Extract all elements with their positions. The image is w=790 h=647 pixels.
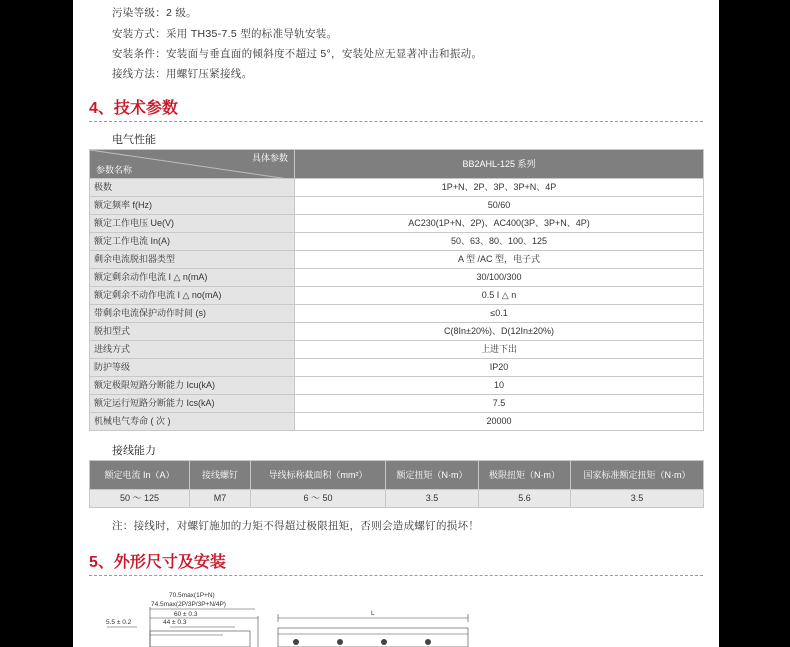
table-row xyxy=(90,413,704,431)
intro-line-install-method: 安装方式：采用 TH35-7.5 型的标准导轨安装。 xyxy=(112,28,338,40)
header-diagonal-cell xyxy=(90,150,295,179)
param-value: 0.5 I △ n xyxy=(295,287,704,305)
param-name: 带剩余电流保护动作时间 (s) xyxy=(90,305,295,323)
table-row xyxy=(90,251,704,269)
table-row xyxy=(90,215,704,233)
param-name: 机械电气寿命 ( 次 ) xyxy=(90,413,295,431)
dim-depth-multipole: 74.5max(2P/3P/3P+N/4P) xyxy=(151,601,226,608)
table-row xyxy=(90,341,704,359)
wiring-note: 注：接线时，对螺钉施加的力矩不得超过极限扭矩，否则会造成螺钉的损坏！ xyxy=(112,520,480,532)
col-rated-current: 额定电流 In（A） xyxy=(90,461,190,490)
param-name: 进线方式 xyxy=(90,341,295,359)
param-value: 50、63、80、100、125 xyxy=(295,233,704,251)
cell-rated-torque: 3.5 xyxy=(386,490,479,508)
param-name: 额定剩余动作电流 I △ n(mA) xyxy=(90,269,295,287)
table-row xyxy=(90,233,704,251)
param-name: 极数 xyxy=(90,179,295,197)
cell-limit-torque: 5.6 xyxy=(479,490,571,508)
electrical-performance-heading: 电气性能 xyxy=(112,134,156,146)
dim-depth-1pn: 70.5max(1P+N) xyxy=(169,592,215,599)
cell-national-standard-torque: 3.5 xyxy=(571,490,704,508)
intro-line-wiring: 接线方法：用螺钉压紧接线。 xyxy=(112,68,253,80)
intro-line-install-condition: 安装条件：安装面与垂直面的倾斜度不超过 5°，安装处应无显著冲击和振动。 xyxy=(112,48,483,60)
param-name: 额定极限短路分断能力 Icu(kA) xyxy=(90,377,295,395)
param-name: 防护等级 xyxy=(90,359,295,377)
param-name: 额定剩余不动作电流 I △ no(mA) xyxy=(90,287,295,305)
param-value: 50/60 xyxy=(295,197,704,215)
wiring-header-row xyxy=(90,461,704,490)
intro-line-pollution: 污染等级：2 级。 xyxy=(112,7,197,19)
table-row xyxy=(90,179,704,197)
cell-terminal-screw: M7 xyxy=(190,490,251,508)
tech-params-header-row xyxy=(90,150,704,179)
dim-5-5: 5.5 ± 0.2 xyxy=(106,619,132,626)
param-value: 1P+N、2P、3P、3P+N、4P xyxy=(295,179,704,197)
col-terminal-screw: 接线螺钉 xyxy=(190,461,251,490)
header-param-name: 参数名称 xyxy=(96,165,133,175)
param-value: 7.5 xyxy=(295,395,704,413)
param-value: 30/100/300 xyxy=(295,269,704,287)
param-name: 额定频率 f(Hz) xyxy=(90,197,295,215)
param-value: IP20 xyxy=(295,359,704,377)
dim-length-L: L xyxy=(371,610,375,617)
header-series: BB2AHL-125 系列 xyxy=(295,150,704,179)
cell-wire-cross-section: 6 ～ 50 xyxy=(251,490,386,508)
header-specific-params: 具体参数 xyxy=(251,153,288,163)
col-rated-torque: 额定扭矩（N·m） xyxy=(386,461,479,490)
table-row xyxy=(90,305,704,323)
col-national-standard-torque: 国家标准额定扭矩（N·m） xyxy=(571,461,704,490)
param-name: 额定工作电流 In(A) xyxy=(90,233,295,251)
param-value: 20000 xyxy=(295,413,704,431)
col-limit-torque: 极限扭矩（N·m） xyxy=(479,461,571,490)
cell-rated-current: 50 ～ 125 xyxy=(90,490,190,508)
tech-params-table xyxy=(89,149,704,431)
param-name: 额定工作电压 Ue(V) xyxy=(90,215,295,233)
table-row xyxy=(90,395,704,413)
section-5-divider xyxy=(89,575,703,576)
wiring-capacity-table xyxy=(89,460,704,508)
param-name: 脱扣型式 xyxy=(90,323,295,341)
dimension-drawing xyxy=(93,598,693,647)
table-row xyxy=(90,197,704,215)
table-row xyxy=(90,377,704,395)
param-value: C(8In±20%)、D(12In±20%) xyxy=(295,323,704,341)
table-row xyxy=(90,269,704,287)
table-row xyxy=(90,359,704,377)
wiring-capacity-heading: 接线能力 xyxy=(112,445,156,457)
dim-44: 44 ± 0.3 xyxy=(163,619,187,626)
param-value: A 型 /AC 型，电子式 xyxy=(295,251,704,269)
section-4-divider xyxy=(89,121,703,122)
table-row xyxy=(90,323,704,341)
param-name: 剩余电流脱扣器类型 xyxy=(90,251,295,269)
table-row xyxy=(90,490,704,508)
param-name: 额定运行短路分断能力 Ics(kA) xyxy=(90,395,295,413)
param-value: AC230(1P+N、2P)、AC400(3P、3P+N、4P) xyxy=(295,215,704,233)
dim-60: 60 ± 0.3 xyxy=(174,611,198,618)
param-value: ≤0.1 xyxy=(295,305,704,323)
document-page xyxy=(73,0,719,647)
param-value: 10 xyxy=(295,377,704,395)
section-5-title: 5、外形尺寸及安装 xyxy=(89,554,226,571)
col-wire-cross-section: 导线标称截面积（mm²） xyxy=(251,461,386,490)
table-row xyxy=(90,287,704,305)
section-4-title: 4、技术参数 xyxy=(89,100,178,117)
param-value: 上进下出 xyxy=(295,341,704,359)
